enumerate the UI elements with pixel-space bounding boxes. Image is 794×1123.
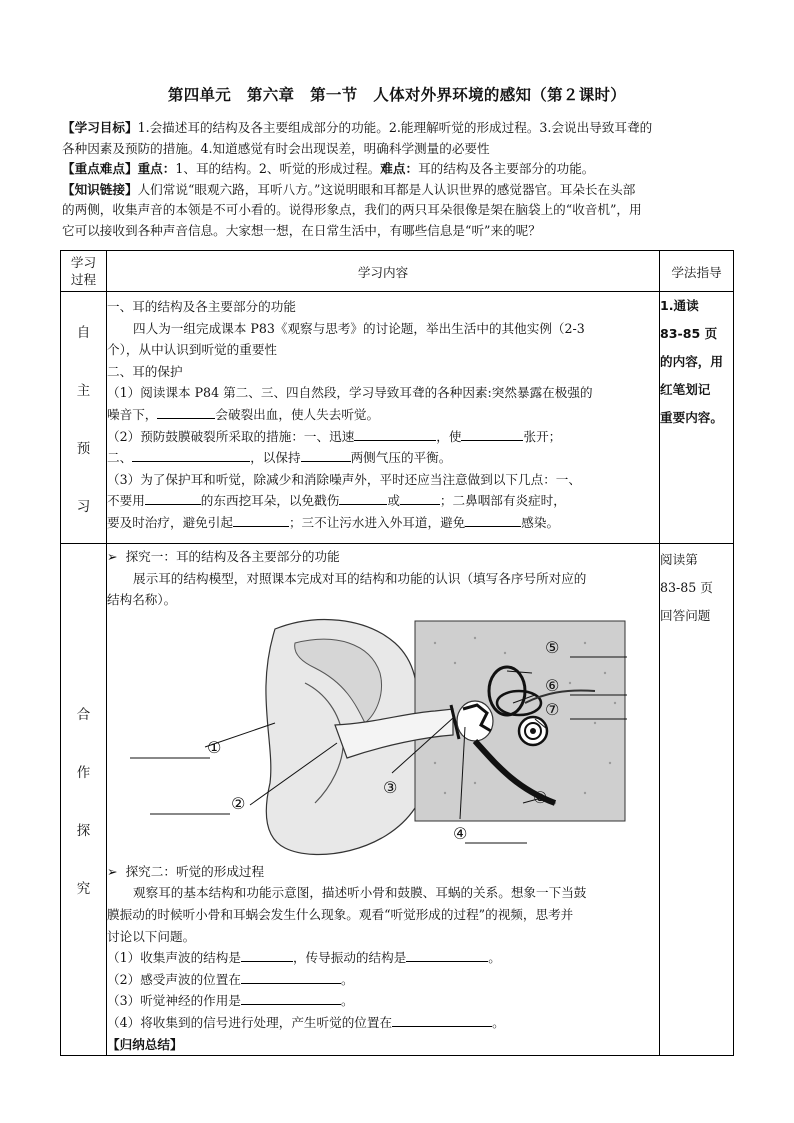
label-3: ③	[383, 777, 398, 797]
label-5: ⑤	[545, 637, 560, 657]
blank-field[interactable]	[400, 490, 440, 505]
header-content: 学习内容	[107, 251, 660, 292]
blank-field[interactable]	[354, 426, 436, 441]
blank-field[interactable]	[241, 947, 293, 962]
blank-field[interactable]	[461, 426, 523, 441]
blank-field[interactable]	[157, 404, 215, 419]
summary-heading: 【归纳总结】	[107, 1036, 183, 1052]
label-6: ⑥	[545, 675, 560, 695]
self-study-guide: 1.通读 83-85 页 的内容，用 红笔划记 重要内容。	[660, 292, 734, 544]
blank-field[interactable]	[241, 990, 341, 1005]
label-4: ④	[453, 823, 468, 843]
row-self-study	[61, 292, 734, 544]
label-8: ⑧	[533, 787, 548, 807]
blank-field[interactable]	[465, 512, 521, 527]
blank-field[interactable]	[145, 490, 201, 505]
ear-structure-diagram	[115, 613, 635, 861]
label-1: ①	[207, 737, 222, 757]
blank-field[interactable]	[241, 969, 341, 984]
page-title: 第四单元 第六章 第一节 人体对外界环境的感知（第２课时）	[167, 86, 627, 104]
label-2: ②	[231, 793, 246, 813]
row-cooperative	[61, 544, 734, 1056]
intro-section: 【学习目标】1.会描述耳的结构及各主要组成部分的功能。2.能理解听觉的形成过程。3.会说出导致耳聋的 各种因素及预防的措施。4.知道感觉有时会出现误差，明确科学测量的必要性 【重点难点】重点：1、耳的结构。2、听觉的形成过程。难点：耳的结构及各主要部分的功能。 【知识链接】人们常说“眼观六路，耳听八方。”这说明眼和耳都是人认识世界的感觉器官。耳朵长在头部 的两侧，收集声音的本领是不可小看的。说得形象点，我们的两只耳朵很像是架在脑袋上的“收音机”，用 它可以接收到各种声音信息。大家想一想，在日常生活中，有哪些信息是“听”来的呢？	[62, 118, 736, 242]
learning-goals: 【学习目标】1.会描述耳的结构及各主要组成部分的功能。2.能理解听觉的形成过程。3.会说出导致耳聋的	[62, 120, 653, 135]
self-study-content: 一、耳的结构及各主要部分的功能 四人为一组完成课本 P83《观察与思考》的讨论题，举出生活中的其他实例（2-3 个），从中认识到听觉的重要性 二、耳的保护 （1）阅读课本 P84 第二、三、四自然段，学习导致耳聋的各种因素:突然暴露在极强的 噪音下， 会破裂出血，使人失去听觉。 （2）预防鼓膜破裂所采取的措施：一、迅速 ，使 张开； 二、 ，以保持 两侧气压的平衡。 （3）为了保护耳和听觉，除减少和消除噪声外，平时还应当注意做到以下几点：一、 不要用 的东西挖耳朵，以免戳伤 或 ；二鼻咽部有炎症时， 要及时治疗，避免引起 ；三不让污水进入外耳道，避免 感染。	[107, 292, 660, 544]
label-7: ⑦	[545, 699, 560, 719]
cooperative-label: 合 作 探 究	[61, 544, 107, 1056]
cooperative-content: ➢ 探究一：耳的结构及各主要部分的功能 展示耳的结构模型，对照课本完成对耳的结构和功能的认识（填写各序号所对应的 结构名称）。 ① ② ③ ④ ⑤ ⑥ ⑦ ⑧ ➢ 探究二：听觉的形成过程 观察耳的基本结构和功能示意图，描述听小骨和鼓膜、耳蜗的关系。想象一下当鼓 膜振动的时候听小骨和耳蜗会发生什么现象。观看“听觉形成的过程”的视频，思考并 讨论以下问题。 （1）收集声波的结构是 ，传导振动的结构是 。 （2）感受声波的位置在 。 （3）听觉神经的作用是 。 （4）将收集到的信号进行处理，产生听觉的位置在 。 【归纳总结】	[107, 544, 660, 1056]
table-header	[61, 251, 734, 292]
blank-field[interactable]	[406, 947, 488, 962]
blank-field[interactable]	[339, 490, 387, 505]
blank-field[interactable]	[301, 447, 351, 462]
header-guide: 学法指导	[660, 251, 734, 292]
header-process: 学习 过程	[61, 251, 107, 292]
cooperative-guide: 阅读第 83-85 页 回答问题	[660, 544, 734, 1056]
knowledge-link: 【知识链接】人们常说“眼观六路，耳听八方。”这说明眼和耳都是人认识世界的感觉器官。耳朵长在头部	[62, 181, 636, 197]
self-study-label: 自 主 预 习	[61, 292, 107, 544]
key-difficult-points: 【重点难点】重点：1、耳的结构。2、听觉的形成过程。难点：耳的结构及各主要部分的功能。	[62, 161, 595, 177]
study-table	[60, 250, 734, 1056]
blank-field[interactable]	[233, 512, 289, 527]
blank-field[interactable]	[132, 447, 250, 462]
blank-field[interactable]	[392, 1012, 492, 1027]
